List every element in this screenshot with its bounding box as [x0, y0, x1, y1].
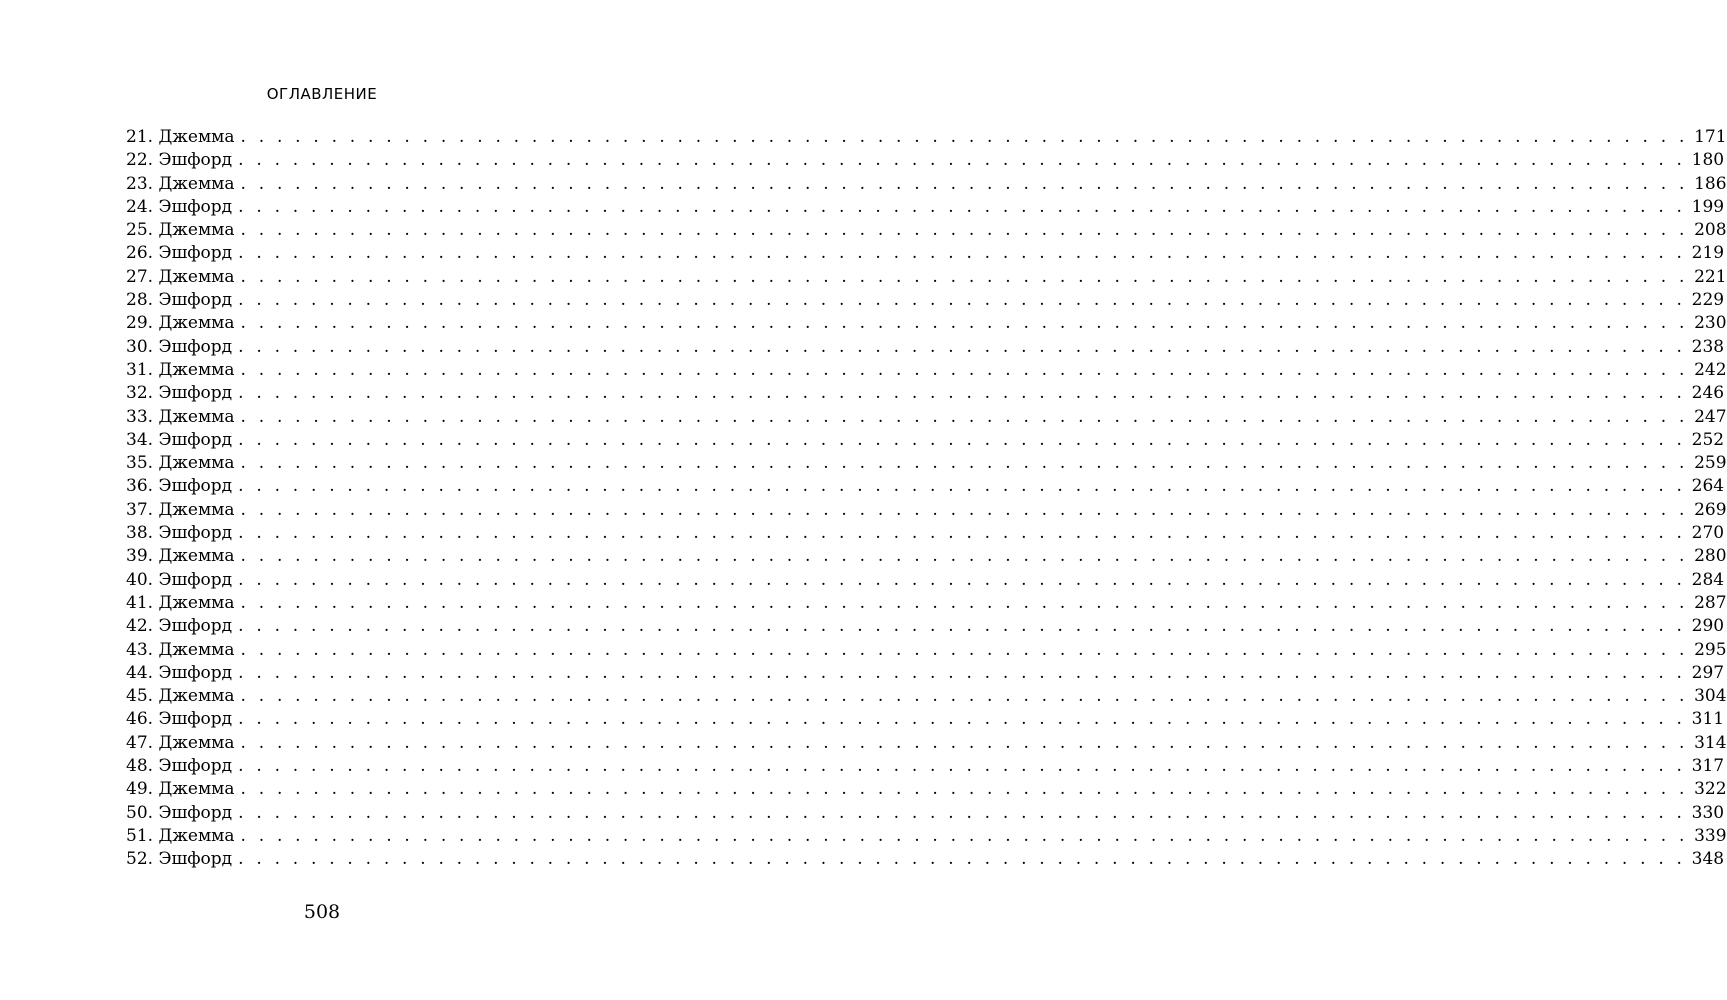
dot-leader: . . . . . . . . . . . . . . . . . . . . . . . . . . . . . . . . . . . . . . . . . . . . . . . . . . . . . . . . . . . . . . . . . . . . . . . . . . . . . . . . — [240, 127, 1689, 147]
toc-entry — [126, 802, 1725, 825]
toc-entry — [126, 452, 1727, 475]
toc-entry — [126, 173, 1727, 196]
toc-entry — [126, 242, 1725, 265]
toc-entry-page: 242 — [1694, 359, 1727, 380]
toc-entry-title: 22. Эшфорд — [126, 150, 233, 171]
page-header: ОГЛАВЛЕНИЕ — [266, 85, 378, 103]
toc-entry-title: 40. Эшфорд — [126, 569, 233, 590]
toc-entry-title: 47. Джемма — [126, 732, 235, 753]
toc-entry — [126, 639, 1727, 662]
dot-leader: . . . . . . . . . . . . . . . . . . . . . . . . . . . . . . . . . . . . . . . . . . . . . . . . . . . . . . . . . . . . . . . . . . . . . . . . . . . . . . . . — [240, 173, 1689, 194]
dot-leader: . . . . . . . . . . . . . . . . . . . . . . . . . . . . . . . . . . . . . . . . . . . . . . . . . . . . . . . . . . . . . . . . . . . . . . . . . . . . . . . . — [238, 243, 1686, 264]
toc-entry-title: 34. Эшфорд — [126, 429, 233, 450]
toc-entry — [126, 336, 1725, 359]
toc-entry-page: 284 — [1691, 569, 1725, 590]
toc-entry-title: 45. Джемма — [126, 686, 235, 707]
toc-entry — [126, 289, 1725, 312]
dot-leader: . . . . . . . . . . . . . . . . . . . . . . . . . . . . . . . . . . . . . . . . . . . . . . . . . . . . . . . . . . . . . . . . . . . . . . . . . . . . . . . . — [240, 592, 1689, 613]
toc-entry-title: 51. Джемма — [126, 825, 235, 846]
dot-leader: . . . . . . . . . . . . . . . . . . . . . . . . . . . . . . . . . . . . . . . . . . . . . . . . . . . . . . . . . . . . . . . . . . . . . . . . . . . . . . . . — [240, 220, 1689, 241]
table-of-contents — [126, 126, 1727, 872]
toc-entry-title: 38. Эшфорд — [126, 523, 233, 544]
toc-entry-title: 39. Джемма — [126, 546, 235, 567]
toc-entry-title: 43. Джемма — [126, 639, 235, 660]
toc-entry-page: 348 — [1691, 849, 1725, 870]
toc-entry-page: 229 — [1691, 290, 1725, 311]
toc-entry-title: 52. Эшфорд — [126, 849, 233, 870]
toc-entry — [126, 266, 1727, 289]
dot-leader: . . . . . . . . . . . . . . . . . . . . . . . . . . . . . . . . . . . . . . . . . . . . . . . . . . . . . . . . . . . . . . . . . . . . . . . . . . . . . . . . — [240, 359, 1689, 380]
toc-entry-title: 33. Джемма — [126, 406, 235, 427]
toc-entry — [126, 708, 1725, 731]
toc-entry-title: 23. Джемма — [126, 173, 235, 194]
dot-leader: . . . . . . . . . . . . . . . . . . . . . . . . . . . . . . . . . . . . . . . . . . . . . . . . . . . . . . . . . . . . . . . . . . . . . . . . . . . . . . . . — [238, 709, 1686, 730]
toc-entry — [126, 359, 1727, 382]
dot-leader: . . . . . . . . . . . . . . . . . . . . . . . . . . . . . . . . . . . . . . . . . . . . . . . . . . . . . . . . . . . . . . . . . . . . . . . . . . . . . . . . — [240, 313, 1689, 334]
dot-leader: . . . . . . . . . . . . . . . . . . . . . . . . . . . . . . . . . . . . . . . . . . . . . . . . . . . . . . . . . . . . . . . . . . . . . . . . . . . . . . . . — [238, 476, 1686, 497]
toc-entry-title: 26. Эшфорд — [126, 243, 233, 264]
toc-entry-title: 48. Эшфорд — [126, 756, 233, 777]
toc-entry-page: 270 — [1691, 523, 1725, 544]
toc-entry-title: 49. Джемма — [126, 779, 235, 800]
toc-entry — [126, 429, 1725, 452]
toc-entry-page: 290 — [1691, 616, 1725, 637]
toc-entry-page: 259 — [1694, 453, 1727, 474]
toc-entry-title: 31. Джемма — [126, 359, 235, 380]
dot-leader: . . . . . . . . . . . . . . . . . . . . . . . . . . . . . . . . . . . . . . . . . . . . . . . . . . . . . . . . . . . . . . . . . . . . . . . . . . . . . . . . — [240, 406, 1689, 427]
toc-entry — [126, 126, 1727, 149]
toc-entry-page: 246 — [1691, 383, 1725, 404]
toc-entry — [126, 662, 1725, 685]
toc-entry — [126, 615, 1725, 638]
dot-leader: . . . . . . . . . . . . . . . . . . . . . . . . . . . . . . . . . . . . . . . . . . . . . . . . . . . . . . . . . . . . . . . . . . . . . . . . . . . . . . . . — [240, 546, 1689, 567]
toc-entry-page: 297 — [1691, 662, 1725, 683]
dot-leader: . . . . . . . . . . . . . . . . . . . . . . . . . . . . . . . . . . . . . . . . . . . . . . . . . . . . . . . . . . . . . . . . . . . . . . . . . . . . . . . . — [238, 616, 1686, 637]
dot-leader: . . . . . . . . . . . . . . . . . . . . . . . . . . . . . . . . . . . . . . . . . . . . . . . . . . . . . . . . . . . . . . . . . . . . . . . . . . . . . . . . — [238, 662, 1686, 683]
toc-entry — [126, 499, 1727, 522]
toc-entry-page: 330 — [1691, 802, 1725, 823]
toc-entry — [126, 569, 1725, 592]
toc-entry-title: 30. Эшфорд — [126, 336, 233, 357]
toc-entry-title: 32. Эшфорд — [126, 383, 233, 404]
toc-entry-page: 304 — [1694, 686, 1727, 707]
toc-entry — [126, 406, 1727, 429]
toc-entry-title: 37. Джемма — [126, 499, 235, 520]
toc-entry-page: 287 — [1694, 592, 1727, 613]
toc-entry-page: 339 — [1694, 825, 1727, 846]
toc-entry-page: 186 — [1694, 173, 1727, 194]
toc-entry-page: 238 — [1691, 336, 1725, 357]
dot-leader: . . . . . . . . . . . . . . . . . . . . . . . . . . . . . . . . . . . . . . . . . . . . . . . . . . . . . . . . . . . . . . . . . . . . . . . . . . . . . . . . — [240, 779, 1689, 800]
toc-entry — [126, 685, 1727, 708]
toc-entry-title: 42. Эшфорд — [126, 616, 233, 637]
toc-entry-page: 221 — [1694, 266, 1727, 287]
toc-entry — [126, 732, 1727, 755]
toc-entry — [126, 545, 1727, 568]
toc-entry-page: 269 — [1694, 499, 1727, 520]
toc-entry — [126, 825, 1727, 848]
toc-entry-page: 264 — [1691, 476, 1725, 497]
toc-entry-page: 180 — [1691, 150, 1725, 171]
toc-entry-title: 44. Эшфорд — [126, 662, 233, 683]
dot-leader: . . . . . . . . . . . . . . . . . . . . . . . . . . . . . . . . . . . . . . . . . . . . . . . . . . . . . . . . . . . . . . . . . . . . . . . . . . . . . . . . — [238, 849, 1686, 870]
toc-entry-page: 247 — [1694, 406, 1727, 427]
toc-entry-title: 50. Эшфорд — [126, 802, 233, 823]
toc-entry-title: 28. Эшфорд — [126, 290, 233, 311]
toc-entry-page: 311 — [1691, 709, 1725, 730]
toc-entry-page: 252 — [1691, 429, 1725, 450]
toc-entry-title: 21. Джемма — [126, 127, 235, 147]
toc-entry-title: 29. Джемма — [126, 313, 235, 334]
dot-leader: . . . . . . . . . . . . . . . . . . . . . . . . . . . . . . . . . . . . . . . . . . . . . . . . . . . . . . . . . . . . . . . . . . . . . . . . . . . . . . . . — [238, 336, 1686, 357]
toc-entry-page: 219 — [1691, 243, 1725, 264]
dot-leader: . . . . . . . . . . . . . . . . . . . . . . . . . . . . . . . . . . . . . . . . . . . . . . . . . . . . . . . . . . . . . . . . . . . . . . . . . . . . . . . . — [238, 196, 1686, 217]
page-number: 508 — [303, 901, 341, 923]
toc-entry-title: 36. Эшфорд — [126, 476, 233, 497]
toc-entry-title: 35. Джемма — [126, 453, 235, 474]
dot-leader: . . . . . . . . . . . . . . . . . . . . . . . . . . . . . . . . . . . . . . . . . . . . . . . . . . . . . . . . . . . . . . . . . . . . . . . . . . . . . . . . — [238, 429, 1686, 450]
dot-leader: . . . . . . . . . . . . . . . . . . . . . . . . . . . . . . . . . . . . . . . . . . . . . . . . . . . . . . . . . . . . . . . . . . . . . . . . . . . . . . . . — [238, 569, 1686, 590]
toc-entry-title: 46. Эшфорд — [126, 709, 233, 730]
toc-entry-title: 41. Джемма — [126, 592, 235, 613]
toc-entry-page: 295 — [1694, 639, 1727, 660]
dot-leader: . . . . . . . . . . . . . . . . . . . . . . . . . . . . . . . . . . . . . . . . . . . . . . . . . . . . . . . . . . . . . . . . . . . . . . . . . . . . . . . . — [238, 383, 1686, 404]
dot-leader: . . . . . . . . . . . . . . . . . . . . . . . . . . . . . . . . . . . . . . . . . . . . . . . . . . . . . . . . . . . . . . . . . . . . . . . . . . . . . . . . — [240, 453, 1689, 474]
toc-entry — [126, 312, 1727, 335]
dot-leader: . . . . . . . . . . . . . . . . . . . . . . . . . . . . . . . . . . . . . . . . . . . . . . . . . . . . . . . . . . . . . . . . . . . . . . . . . . . . . . . . — [240, 499, 1689, 520]
toc-entry-page: 171 — [1694, 127, 1727, 147]
dot-leader: . . . . . . . . . . . . . . . . . . . . . . . . . . . . . . . . . . . . . . . . . . . . . . . . . . . . . . . . . . . . . . . . . . . . . . . . . . . . . . . . — [238, 290, 1686, 311]
toc-entry — [126, 592, 1727, 615]
toc-entry-title: 24. Эшфорд — [126, 196, 233, 217]
toc-entry-page: 317 — [1691, 756, 1725, 777]
toc-entry-page: 322 — [1694, 779, 1727, 800]
toc-entry-title: 27. Джемма — [126, 266, 235, 287]
toc-entry-page: 314 — [1694, 732, 1727, 753]
toc-entry-page: 199 — [1691, 196, 1725, 217]
dot-leader: . . . . . . . . . . . . . . . . . . . . . . . . . . . . . . . . . . . . . . . . . . . . . . . . . . . . . . . . . . . . . . . . . . . . . . . . . . . . . . . . — [238, 756, 1686, 777]
dot-leader: . . . . . . . . . . . . . . . . . . . . . . . . . . . . . . . . . . . . . . . . . . . . . . . . . . . . . . . . . . . . . . . . . . . . . . . . . . . . . . . . — [240, 266, 1689, 287]
dot-leader: . . . . . . . . . . . . . . . . . . . . . . . . . . . . . . . . . . . . . . . . . . . . . . . . . . . . . . . . . . . . . . . . . . . . . . . . . . . . . . . . — [240, 825, 1689, 846]
toc-entry — [126, 848, 1725, 871]
toc-entry — [126, 219, 1727, 242]
toc-entry — [126, 475, 1725, 498]
dot-leader: . . . . . . . . . . . . . . . . . . . . . . . . . . . . . . . . . . . . . . . . . . . . . . . . . . . . . . . . . . . . . . . . . . . . . . . . . . . . . . . . — [238, 523, 1686, 544]
toc-entry — [126, 149, 1725, 172]
dot-leader: . . . . . . . . . . . . . . . . . . . . . . . . . . . . . . . . . . . . . . . . . . . . . . . . . . . . . . . . . . . . . . . . . . . . . . . . . . . . . . . . — [240, 686, 1689, 707]
toc-entry-page: 280 — [1694, 546, 1727, 567]
toc-entry-title: 25. Джемма — [126, 220, 235, 241]
toc-entry-page: 230 — [1694, 313, 1727, 334]
toc-entry — [126, 778, 1727, 801]
dot-leader: . . . . . . . . . . . . . . . . . . . . . . . . . . . . . . . . . . . . . . . . . . . . . . . . . . . . . . . . . . . . . . . . . . . . . . . . . . . . . . . . — [240, 732, 1689, 753]
dot-leader: . . . . . . . . . . . . . . . . . . . . . . . . . . . . . . . . . . . . . . . . . . . . . . . . . . . . . . . . . . . . . . . . . . . . . . . . . . . . . . . . — [238, 802, 1686, 823]
toc-entry-page: 208 — [1694, 220, 1727, 241]
dot-leader: . . . . . . . . . . . . . . . . . . . . . . . . . . . . . . . . . . . . . . . . . . . . . . . . . . . . . . . . . . . . . . . . . . . . . . . . . . . . . . . . — [238, 150, 1686, 171]
toc-entry — [126, 755, 1725, 778]
toc-entry — [126, 196, 1725, 219]
dot-leader: . . . . . . . . . . . . . . . . . . . . . . . . . . . . . . . . . . . . . . . . . . . . . . . . . . . . . . . . . . . . . . . . . . . . . . . . . . . . . . . . — [240, 639, 1689, 660]
toc-entry — [126, 382, 1725, 405]
toc-entry — [126, 522, 1725, 545]
